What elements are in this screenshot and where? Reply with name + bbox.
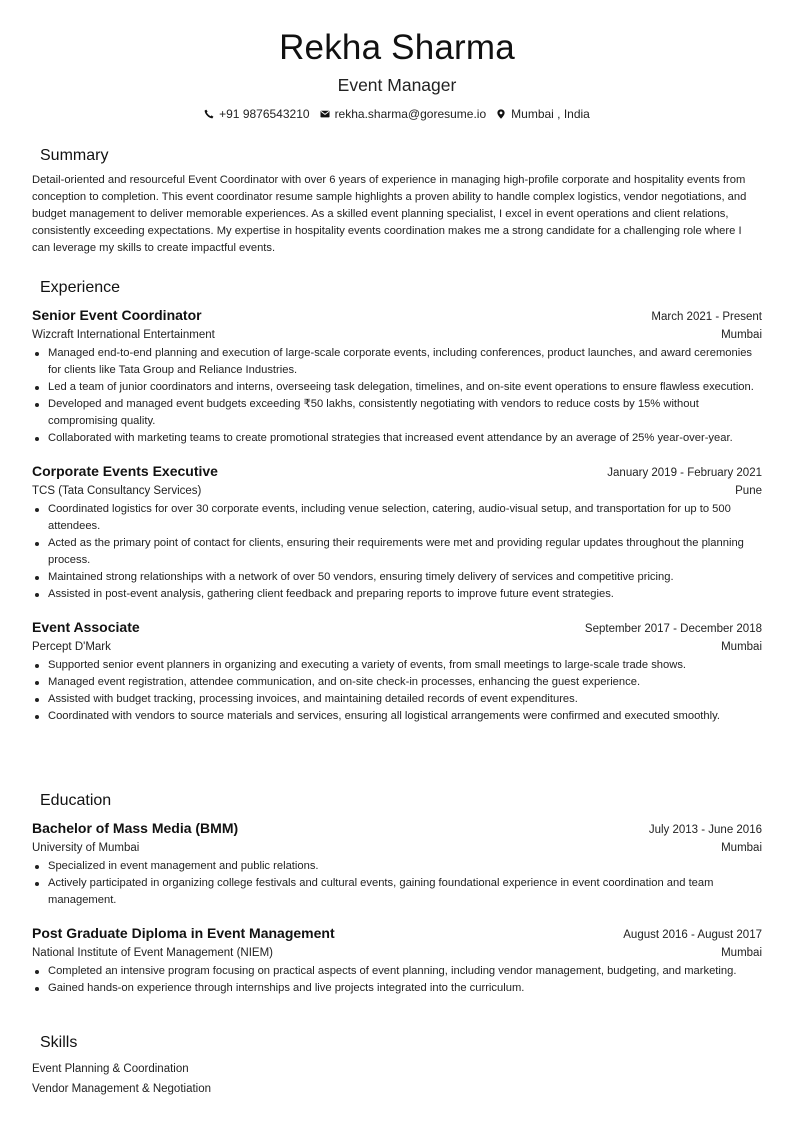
entry-bullets [32, 963, 762, 997]
bullet-item: Coordinated logistics for over 30 corporate events, including venue selection, catering, audio-visual setup, and transportation for up to 500 attendees. [48, 501, 762, 535]
candidate-name: Rekha Sharma [279, 28, 515, 67]
education-heading: Education [40, 792, 112, 809]
entry-place: Mumbai [721, 842, 762, 854]
contact-phone [204, 107, 309, 121]
entry-role: Event Associate [32, 619, 140, 635]
entry-place: Mumbai [721, 947, 762, 959]
job-title: Event Manager [337, 75, 457, 95]
entry-institution: University of Mumbai [32, 842, 140, 854]
bullet-item: Managed event registration, attendee communication, and on-site check-in processes, enhancing the guest experience. [48, 674, 762, 691]
summary-section [0, 146, 794, 257]
skill-item: Vendor Management & Negotiation [32, 1083, 212, 1095]
education-entry [32, 924, 762, 997]
phone-number: +91 9876543210 [219, 107, 310, 121]
entry-bullets [32, 501, 762, 603]
summary-text: Detail-oriented and resourceful Event Coordinator with over 6 years of experience in managing high-profile corporate and hospitality events from conception to completion. This event coordinator resume sample highlights a proven ability to handle complex logistics, vendor negotiations, and budget management to deliver memorable experiences. As a skilled event planning specialist, I excel in event operations and client relations, consistently exceeding expectations. My expertise in hospitality events coordination makes me a strong candidate for a challenging role where I can leverage my skills to create impactful events. [32, 174, 747, 254]
location-pin-icon [496, 109, 506, 119]
contact-location [496, 107, 590, 121]
entry-institution: National Institute of Event Management (NIEM) [32, 947, 273, 959]
entry-date: September 2017 - December 2018 [584, 623, 762, 635]
entry-organization: Wizcraft International Entertainment [32, 329, 215, 341]
experience-heading: Experience [40, 279, 121, 296]
bullet-item: Acted as the primary point of contact for clients, ensuring their requirements were met and providing regular updates throughout the planning process. [48, 535, 762, 569]
bullet-item: Specialized in event management and public relations. [48, 858, 762, 875]
entry-degree: Post Graduate Diploma in Event Management [32, 925, 335, 941]
bullet-item: Supported senior event planners in organizing and executing a variety of events, from small meetings to large-scale trade shows. [48, 657, 762, 674]
education-entry [32, 819, 762, 909]
entry-date: August 2016 - August 2017 [623, 929, 762, 941]
bullet-item: Collaborated with marketing teams to create promotional strategies that increased event attendance by an average of 25% year-over-year. [48, 430, 762, 447]
contact-email [320, 107, 487, 121]
education-section [0, 791, 794, 997]
email-address: rekha.sharma@goresume.io [334, 107, 487, 121]
bullet-item: Led a team of junior coordinators and interns, overseeing task delegation, timelines, and on-site event operations to ensure flawless execution. [48, 379, 762, 396]
contact-bar [0, 105, 794, 123]
phone-icon [204, 109, 214, 119]
entry-place: Pune [735, 485, 762, 497]
skill-item: Event Planning & Coordination [32, 1063, 189, 1075]
entry-role: Corporate Events Executive [32, 463, 218, 479]
skills-list [0, 1059, 794, 1099]
bullet-item: Developed and managed event budgets exceeding ₹50 lakhs, consistently negotiating with vendors to reduce costs by 15% without compromising quality. [48, 396, 762, 430]
experience-entry [32, 462, 762, 603]
entry-organization: TCS (Tata Consultancy Services) [32, 485, 202, 497]
bullet-item: Assisted in post-event analysis, gathering client feedback and preparing reports to improve future event strategies. [48, 586, 762, 603]
bullet-item: Completed an intensive program focusing on practical aspects of event planning, including vendor management, budgeting, and marketing. [48, 963, 762, 980]
experience-entry [32, 618, 762, 725]
entry-date: January 2019 - February 2021 [607, 467, 762, 479]
experience-entry [32, 306, 762, 447]
entry-bullets [32, 657, 762, 725]
entry-date: March 2021 - Present [651, 311, 762, 323]
entry-place: Mumbai [721, 329, 762, 341]
resume-header [0, 0, 794, 123]
entry-degree: Bachelor of Mass Media (BMM) [32, 820, 239, 836]
bullet-item: Managed end-to-end planning and execution of large-scale corporate events, including conferences, product launches, and award ceremonies for clients like Tata Group and Reliance Industries. [48, 345, 762, 379]
bullet-item: Coordinated with vendors to source materials and services, ensuring all logistical arrangements were confirmed and executed smoothly. [48, 708, 762, 725]
entry-bullets [32, 858, 762, 909]
skills-heading: Skills [40, 1034, 78, 1051]
entry-date: July 2013 - June 2016 [648, 824, 762, 836]
skills-section [0, 1033, 794, 1099]
bullet-item: Maintained strong relationships with a network of over 50 vendors, ensuring timely delivery of services and competitive pricing. [48, 569, 762, 586]
location-text: Mumbai , India [511, 107, 590, 121]
bullet-item: Actively participated in organizing college festivals and cultural events, gaining foundational experience in event coordination and team management. [48, 875, 762, 909]
bullet-item: Assisted with budget tracking, processing invoices, and maintaining detailed records of event expenditures. [48, 691, 762, 708]
entry-bullets [32, 345, 762, 447]
entry-organization: Percept D'Mark [32, 641, 111, 653]
entry-role: Senior Event Coordinator [32, 307, 202, 323]
entry-place: Mumbai [721, 641, 762, 653]
summary-heading: Summary [40, 147, 109, 164]
experience-section [0, 278, 794, 725]
bullet-item: Gained hands-on experience through internships and live projects integrated into the curriculum. [48, 980, 762, 997]
email-icon [320, 109, 330, 119]
